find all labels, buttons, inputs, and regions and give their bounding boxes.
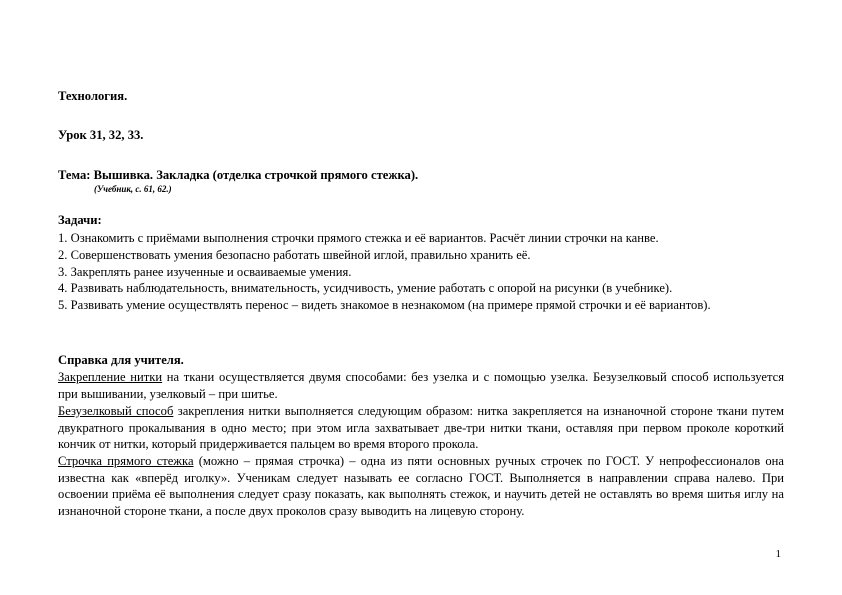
task-item: 5. Развивать умение осуществлять перенос – видеть знакомое в незнакомом (на примере прямой строчки и её вариантов). bbox=[58, 298, 711, 312]
reference-paragraph bbox=[58, 453, 784, 519]
paragraph-text: на ткани осуществляется двумя способами: без узелка и с помощью узелка. Безузелковый способ используется при вышивании, узелковый – при шитье. bbox=[58, 370, 785, 401]
paragraph-term: Безузелковый способ bbox=[58, 404, 174, 418]
reference-paragraph bbox=[58, 403, 784, 453]
reference-paragraph bbox=[58, 369, 784, 402]
page-number: 1 bbox=[775, 548, 781, 560]
paragraph-text: (можно – прямая строчка) – одна из пяти основных ручных строчек по ГОСТ. У непрофессионалов она известна как «вперёд иголку». Ученикам следует называть ее согласно ГОСТ. Выполняется в направлении справа налево. При освоении приёма её выполнения следует сразу показать, как выполнять стежок, и научить детей не оставлять во время шитья иглу на изнаночной стороне ткани, а после двух проколов сразу выводить на лицевую сторону. bbox=[58, 454, 784, 518]
lesson-heading: Урок 31, 32, 33. bbox=[58, 128, 144, 142]
tasks-heading: Задачи: bbox=[58, 213, 102, 227]
paragraph-term: Строчка прямого стежка bbox=[58, 454, 194, 468]
topic-heading: Тема: Вышивка. Закладка (отделка строчкой прямого стежка). bbox=[58, 168, 419, 182]
source-reference: (Учебник, с. 61, 62.) bbox=[94, 184, 172, 194]
task-item: 3. Закреплять ранее изученные и осваиваемые умения. bbox=[58, 265, 352, 279]
subject-heading: Технология. bbox=[58, 89, 128, 103]
task-item: 1. Ознакомить с приёмами выполнения строчки прямого стежка и её вариантов. Расчёт линии строчки на канве. bbox=[58, 231, 659, 245]
paragraph-text: закрепления нитки выполняется следующим образом: нитка закрепляется на изнаночной стороне ткани путем двукратного прокалывания в одно место; при этом игла захватывает две-три нитки ткани, оставляя при первом проколе короткий кончик от нитки, который придерживается пальцем во время второго прокола. bbox=[58, 404, 785, 452]
reference-heading: Справка для учителя. bbox=[58, 353, 184, 367]
paragraph-term: Закрепление нитки bbox=[58, 370, 163, 384]
task-item: 4. Развивать наблюдательность, внимательность, усидчивость, умение работать с опорой на рисунки (в учебнике). bbox=[58, 281, 673, 295]
task-item: 2. Совершенствовать умения безопасно работать швейной иглой, правильно хранить её. bbox=[58, 248, 531, 262]
